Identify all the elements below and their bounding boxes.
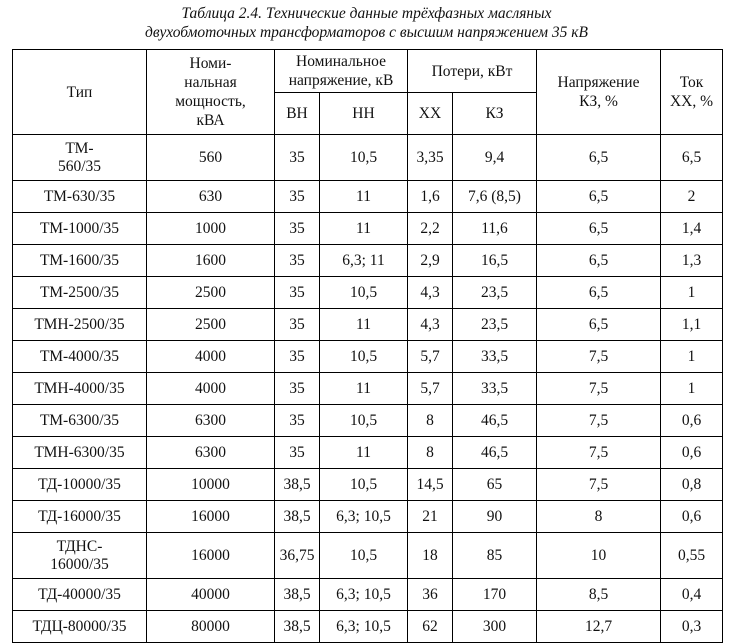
cell-xx: 5,7 bbox=[408, 373, 453, 405]
header-power-line: Номи- bbox=[189, 55, 232, 72]
cell-power: 16000 bbox=[147, 501, 275, 533]
cell-type: ТДЦ-80000/35 bbox=[13, 611, 147, 643]
cell-xx: 8 bbox=[408, 405, 453, 437]
cell-vn: 35 bbox=[275, 405, 320, 437]
cell-kz: 85 bbox=[453, 533, 537, 579]
cell-power: 10000 bbox=[147, 469, 275, 501]
header-type: Тип bbox=[13, 50, 147, 135]
cell-type bbox=[13, 135, 147, 181]
cell-vn: 35 bbox=[275, 373, 320, 405]
table-row bbox=[13, 135, 723, 181]
cell-xx: 2,9 bbox=[408, 245, 453, 277]
cell-type: ТМ-1600/35 bbox=[13, 245, 147, 277]
cell-kz: 65 bbox=[453, 469, 537, 501]
table-row bbox=[13, 437, 723, 469]
cell-xx: 2,2 bbox=[408, 213, 453, 245]
cell-power: 4000 bbox=[147, 373, 275, 405]
table-caption bbox=[0, 4, 733, 42]
cell-type-line: ТМ- bbox=[65, 139, 94, 157]
cell-vn: 35 bbox=[275, 181, 320, 213]
table-row bbox=[13, 533, 723, 579]
header-voltage bbox=[275, 50, 408, 93]
table-row bbox=[13, 611, 723, 643]
cell-nn: 11 bbox=[320, 373, 408, 405]
cell-uk: 10 bbox=[537, 533, 661, 579]
cell-vn: 38,5 bbox=[275, 579, 320, 611]
cell-uk: 7,5 bbox=[537, 341, 661, 373]
cell-i0: 1,1 bbox=[661, 309, 723, 341]
cell-kz: 16,5 bbox=[453, 245, 537, 277]
cell-uk: 6,5 bbox=[537, 277, 661, 309]
cell-nn: 10,5 bbox=[320, 405, 408, 437]
cell-type: ТМН-2500/35 bbox=[13, 309, 147, 341]
cell-i0: 0,6 bbox=[661, 437, 723, 469]
cell-nn: 11 bbox=[320, 181, 408, 213]
cell-vn: 38,5 bbox=[275, 501, 320, 533]
cell-nn: 11 bbox=[320, 437, 408, 469]
header-uk-line: КЗ, % bbox=[579, 93, 618, 110]
cell-power: 4000 bbox=[147, 341, 275, 373]
cell-type: ТМН-6300/35 bbox=[13, 437, 147, 469]
cell-type-line: ТДНС- bbox=[56, 537, 103, 555]
header-voltage-line: Номинальное bbox=[296, 53, 386, 70]
cell-uk: 12,7 bbox=[537, 611, 661, 643]
cell-vn: 35 bbox=[275, 277, 320, 309]
cell-type: ТМ-630/35 bbox=[13, 181, 147, 213]
table-row bbox=[13, 245, 723, 277]
table-row bbox=[13, 373, 723, 405]
header-kz: КЗ bbox=[453, 93, 537, 135]
cell-type: ТМ-1000/35 bbox=[13, 213, 147, 245]
cell-i0: 2 bbox=[661, 181, 723, 213]
cell-type: ТД-16000/35 bbox=[13, 501, 147, 533]
cell-i0: 0,8 bbox=[661, 469, 723, 501]
cell-power: 2500 bbox=[147, 309, 275, 341]
cell-xx: 21 bbox=[408, 501, 453, 533]
cell-xx: 4,3 bbox=[408, 277, 453, 309]
cell-power: 6300 bbox=[147, 437, 275, 469]
cell-kz: 170 bbox=[453, 579, 537, 611]
cell-uk: 8 bbox=[537, 501, 661, 533]
cell-xx: 4,3 bbox=[408, 309, 453, 341]
cell-uk: 7,5 bbox=[537, 373, 661, 405]
cell-i0: 0,6 bbox=[661, 405, 723, 437]
cell-type: ТМН-4000/35 bbox=[13, 373, 147, 405]
cell-nn: 6,3; 10,5 bbox=[320, 501, 408, 533]
header-xx: ХХ bbox=[408, 93, 453, 135]
table-row bbox=[13, 579, 723, 611]
caption-line-2: двухобмоточных трансформаторов с высшим напряжением 35 кВ bbox=[144, 24, 588, 41]
cell-xx: 18 bbox=[408, 533, 453, 579]
cell-power: 1600 bbox=[147, 245, 275, 277]
cell-power: 2500 bbox=[147, 277, 275, 309]
cell-vn: 35 bbox=[275, 135, 320, 181]
cell-type: ТД-10000/35 bbox=[13, 469, 147, 501]
cell-vn: 38,5 bbox=[275, 469, 320, 501]
cell-vn: 36,75 bbox=[275, 533, 320, 579]
cell-i0: 1 bbox=[661, 277, 723, 309]
cell-i0: 1 bbox=[661, 373, 723, 405]
cell-kz: 23,5 bbox=[453, 309, 537, 341]
cell-i0: 0,4 bbox=[661, 579, 723, 611]
cell-power: 6300 bbox=[147, 405, 275, 437]
cell-power: 16000 bbox=[147, 533, 275, 579]
cell-vn: 35 bbox=[275, 341, 320, 373]
cell-type bbox=[13, 533, 147, 579]
cell-power: 80000 bbox=[147, 611, 275, 643]
cell-i0: 1,4 bbox=[661, 213, 723, 245]
header-losses: Потери, кВт bbox=[408, 50, 537, 93]
cell-xx: 3,35 bbox=[408, 135, 453, 181]
table-row bbox=[13, 501, 723, 533]
cell-kz: 46,5 bbox=[453, 437, 537, 469]
cell-uk: 6,5 bbox=[537, 135, 661, 181]
cell-i0: 1,3 bbox=[661, 245, 723, 277]
cell-uk: 7,5 bbox=[537, 469, 661, 501]
table-row bbox=[13, 213, 723, 245]
cell-i0: 6,5 bbox=[661, 135, 723, 181]
cell-xx: 36 bbox=[408, 579, 453, 611]
cell-nn: 6,3; 10,5 bbox=[320, 579, 408, 611]
header-power-line: нальная bbox=[184, 74, 237, 91]
cell-vn: 35 bbox=[275, 437, 320, 469]
transformer-data-table bbox=[12, 49, 723, 643]
cell-xx: 62 bbox=[408, 611, 453, 643]
cell-xx: 5,7 bbox=[408, 341, 453, 373]
cell-nn: 10,5 bbox=[320, 469, 408, 501]
cell-type: ТД-40000/35 bbox=[13, 579, 147, 611]
cell-kz: 300 bbox=[453, 611, 537, 643]
cell-uk: 8,5 bbox=[537, 579, 661, 611]
cell-kz: 7,6 (8,5) bbox=[453, 181, 537, 213]
cell-kz: 33,5 bbox=[453, 373, 537, 405]
cell-xx: 8 bbox=[408, 437, 453, 469]
header-voltage-line: напряжение, кВ bbox=[288, 72, 394, 89]
cell-vn: 35 bbox=[275, 213, 320, 245]
table-row bbox=[13, 405, 723, 437]
cell-kz: 9,4 bbox=[453, 135, 537, 181]
cell-i0: 0,55 bbox=[661, 533, 723, 579]
cell-i0: 1 bbox=[661, 341, 723, 373]
cell-kz: 46,5 bbox=[453, 405, 537, 437]
cell-type: ТМ-6300/35 bbox=[13, 405, 147, 437]
header-vn: ВН bbox=[275, 93, 320, 135]
header-power-line: мощность, bbox=[175, 93, 246, 110]
cell-nn: 6,3; 10,5 bbox=[320, 611, 408, 643]
cell-kz: 33,5 bbox=[453, 341, 537, 373]
header-short-circuit-voltage bbox=[537, 50, 661, 135]
cell-nn: 10,5 bbox=[320, 277, 408, 309]
caption-line-1: Таблица 2.4. Технические данные трёхфазных масляных bbox=[181, 5, 552, 22]
cell-kz: 23,5 bbox=[453, 277, 537, 309]
header-nn: НН bbox=[320, 93, 408, 135]
cell-type: ТМ-4000/35 bbox=[13, 341, 147, 373]
header-power-line: кВА bbox=[196, 112, 225, 129]
cell-i0: 0,3 bbox=[661, 611, 723, 643]
cell-i0: 0,6 bbox=[661, 501, 723, 533]
header-power bbox=[147, 50, 275, 135]
table-row bbox=[13, 309, 723, 341]
table-row bbox=[13, 341, 723, 373]
table-row bbox=[13, 469, 723, 501]
cell-uk: 7,5 bbox=[537, 437, 661, 469]
cell-type-line: 560/35 bbox=[57, 157, 102, 175]
cell-uk: 6,5 bbox=[537, 245, 661, 277]
cell-kz: 11,6 bbox=[453, 213, 537, 245]
table-row bbox=[13, 277, 723, 309]
cell-nn: 11 bbox=[320, 213, 408, 245]
header-uk-line: Напряжение bbox=[557, 74, 640, 91]
cell-vn: 38,5 bbox=[275, 611, 320, 643]
header-row-1 bbox=[13, 50, 723, 93]
cell-type: ТМ-2500/35 bbox=[13, 277, 147, 309]
cell-nn: 6,3; 11 bbox=[320, 245, 408, 277]
cell-nn: 11 bbox=[320, 309, 408, 341]
cell-nn: 10,5 bbox=[320, 341, 408, 373]
cell-uk: 6,5 bbox=[537, 309, 661, 341]
cell-power: 40000 bbox=[147, 579, 275, 611]
cell-nn: 10,5 bbox=[320, 135, 408, 181]
cell-uk: 6,5 bbox=[537, 213, 661, 245]
cell-xx: 1,6 bbox=[408, 181, 453, 213]
cell-power: 560 bbox=[147, 135, 275, 181]
header-i0-line: ХХ, % bbox=[669, 93, 714, 110]
cell-nn: 10,5 bbox=[320, 533, 408, 579]
cell-vn: 35 bbox=[275, 309, 320, 341]
cell-type-line: 16000/35 bbox=[50, 555, 109, 573]
header-i0-line: Ток bbox=[679, 74, 704, 91]
cell-uk: 7,5 bbox=[537, 405, 661, 437]
cell-power: 630 bbox=[147, 181, 275, 213]
cell-xx: 14,5 bbox=[408, 469, 453, 501]
cell-uk: 6,5 bbox=[537, 181, 661, 213]
cell-kz: 90 bbox=[453, 501, 537, 533]
header-no-load-current bbox=[661, 50, 723, 135]
cell-power: 1000 bbox=[147, 213, 275, 245]
cell-vn: 35 bbox=[275, 245, 320, 277]
table-row bbox=[13, 181, 723, 213]
